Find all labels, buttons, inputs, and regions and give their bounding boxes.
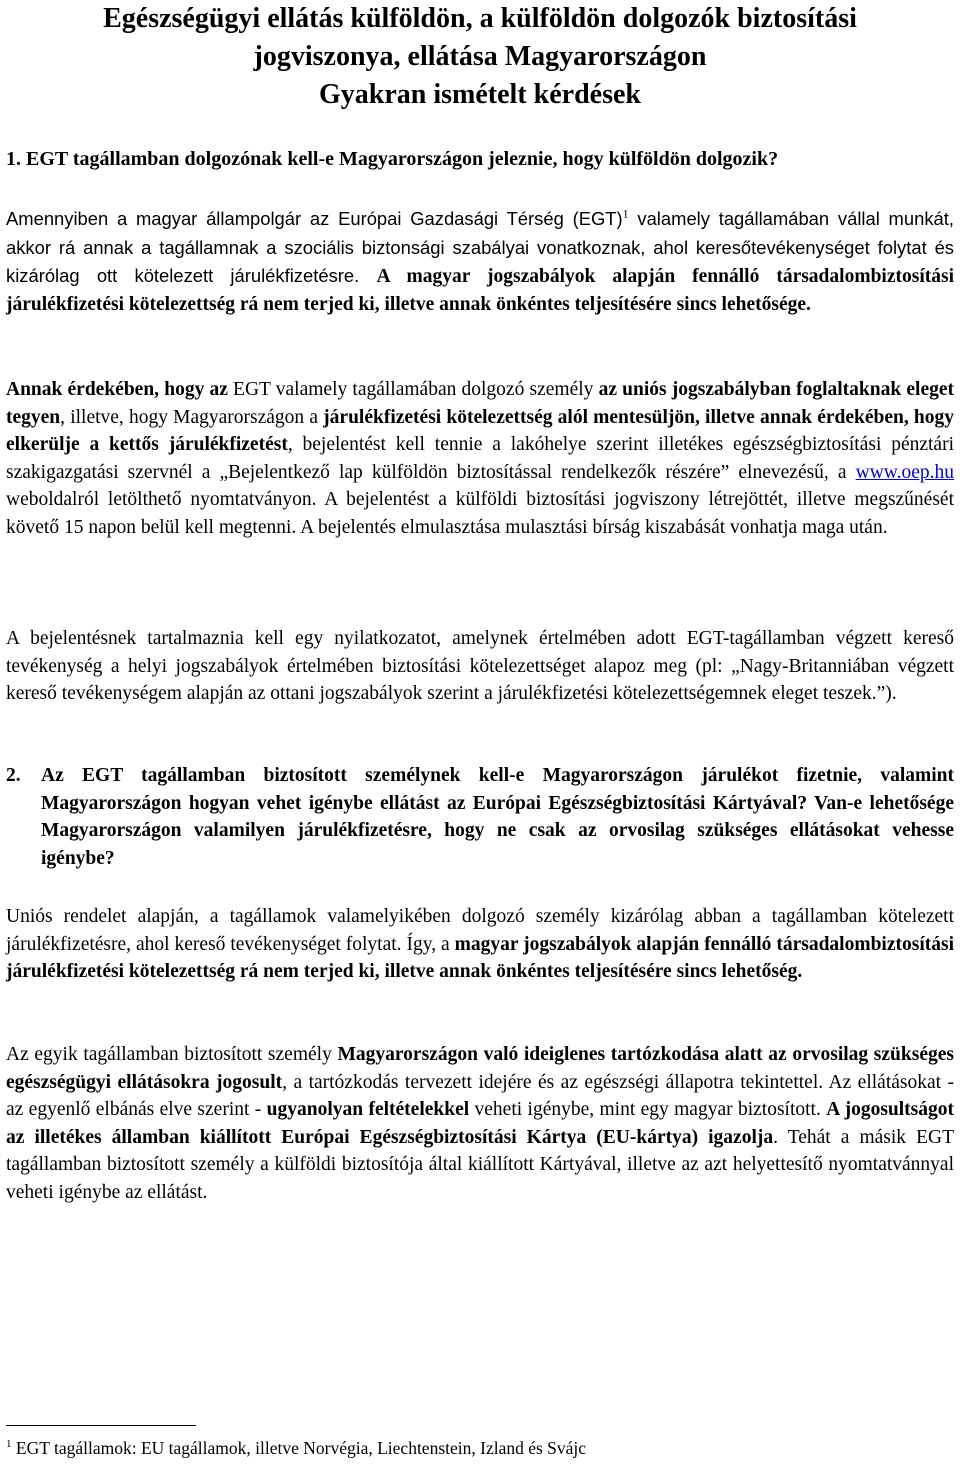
- question-2-number: 2.: [6, 765, 21, 786]
- footnote-text: EGT tagállamok: EU tagállamok, illetve Norvégia, Liechtenstein, Izland és Svájc: [11, 1438, 587, 1458]
- para1-text-1: Amennyiben a magyar állampolgár az Európai Gazdasági Térség (EGT): [6, 208, 623, 229]
- answer-1-paragraph-1: [6, 205, 954, 318]
- para5-text-1: Az egyik tagállamban biztosított személy: [6, 1044, 338, 1065]
- footnote: [6, 1437, 586, 1459]
- para2-text-4: weboldalról letölthető nyomtatványon. A bejelentést a külföldi biztosítási jogviszony létrejöttét, illetve megszűnését követő 15 napon belül kell megtenni. A bejelentés elmulasztása mulasztási bírság kiszabását vonhatja maga után.: [6, 489, 954, 538]
- para2-text-2: , illetve, hogy Magyarországon a: [60, 406, 324, 428]
- answer-1-paragraph-2: [6, 376, 954, 541]
- footnote-ref[interactable]: 1: [622, 206, 629, 221]
- footnote-number: 1: [6, 1438, 12, 1451]
- para2-bold-3: járulékfizetési kötelezettség alól mentesüljön, illetve annak érdekében, hogy elkerülje a kettős járulékfizetést: [6, 406, 955, 455]
- title-line-2: jogviszonya, ellátása Magyarországon: [253, 41, 707, 72]
- answer-2-paragraph-1: [6, 903, 954, 986]
- question-2: [6, 762, 954, 872]
- para5-bold-3: A jogosultságot az illetékes államban kiállított Európai Egészségbiztosítási Kártya (EU-kártya) igazolja: [6, 1099, 954, 1148]
- para1-bold-1: A magyar jogszabályok alapján fennálló társadalombiztosítási járulékfizetési kötelezettség rá nem terjed ki, illetve annak önkéntes teljesítésére sincs lehetősége.: [6, 266, 954, 315]
- para3-text: A bejelentésnek tartalmaznia kell egy nyilatkozatot, amelynek értelmében adott EGT-tagállamban végzett kereső tevékenység a helyi jogszabályok értelmében biztosítási kötelezettséget alapoz meg (pl: „Nagy-Britanniában végzett kereső tevékenységem alapján az ottani jogszabályok szerint a járulékfizetési kötelezettségemnek eleget teszek.”).: [6, 628, 954, 704]
- para5-bold-2: ugyanolyan feltételekkel: [266, 1099, 470, 1120]
- para5-bold-1: Magyarországon való ideiglenes tartózkodása alatt az orvosilag szükséges egészségügyi ellátásokra jogosult: [6, 1044, 954, 1093]
- oep-website-link[interactable]: www.oep.hu: [855, 461, 954, 483]
- para2-text-1: EGT valamely tagállamában dolgozó személy: [227, 379, 599, 400]
- title-line-3: Gyakran ismételt kérdések: [319, 79, 641, 110]
- para5-text-3: veheti igénybe, mint egy magyar biztosított.: [469, 1099, 827, 1120]
- answer-2-paragraph-2: [6, 1041, 954, 1206]
- title-line-1: Egészségügyi ellátás külföldön, a külföldön dolgozók biztosítási: [103, 3, 857, 34]
- question-1: 1. EGT tagállamban dolgozónak kell-e Magyarországon jeleznie, hogy külföldön dolgozik?: [6, 148, 779, 170]
- para2-bold-2: az uniós jogszabályban foglaltaknak eleget tegyen: [6, 379, 954, 428]
- para4-text-1: Uniós rendelet alapján, a tagállamok valamelyikében dolgozó személy kizárólag abban a tagállamban kötelezett járulékfizetésre, ahol kereső tevékenységet folytat. Így, a: [6, 906, 954, 955]
- para2-bold-1: Annak érdekében, hogy az: [6, 379, 228, 400]
- footnote-divider: [6, 1425, 196, 1426]
- para5-text-4: . Tehát a másik EGT tagállamban biztosított személy a külföldi biztosítója által kiállított Kártyával, illetve az azt helyettesítő nyomtatvánnyal veheti igénybe az ellátást.: [6, 1126, 954, 1203]
- para4-bold-1: magyar jogszabályok alapján fennálló társadalombiztosítási járulékfizetési kötelezettség rá nem terjed ki, illetve annak önkéntes teljesítésére sincs lehetőség.: [6, 933, 955, 982]
- para2-text-3: , bejelentést kell tennie a lakóhelye szerint illetékes egészségbiztosítási pénztári szakigazgatási szervnél a „Bejelentkező lap külföldön biztosítással rendelkezők részére” elnevezésű, a: [6, 434, 954, 483]
- document-title: [0, 0, 960, 114]
- para1-text-2: valamely tagállamában vállal munkát, akkor rá annak a tagállamnak a szociális biztonsági szabályai vonatkoznak, ahol keresőtevékenységet folytat és kizárólag ott kötelezett járulékfizetésre.: [6, 208, 954, 286]
- answer-1-paragraph-3: [6, 625, 954, 708]
- question-2-text: Az EGT tagállamban biztosított személynek kell-e Magyarországon járulékot fizetnie, valamint Magyarországon hogyan vehet igénybe ellátást az Európai Egészségbiztosítási Kártyával? Van-e lehetősége Magyarországon valamilyen járulékfizetésre, hogy ne csak az orvosilag szükséges ellátásokat vehesse igénybe?: [41, 765, 954, 869]
- para5-text-2: , a tartózkodás tervezett idejére és az egészségi állapotra tekintettel. Az ellátásokat - az egyenlő elbánás elve szerint -: [6, 1071, 955, 1120]
